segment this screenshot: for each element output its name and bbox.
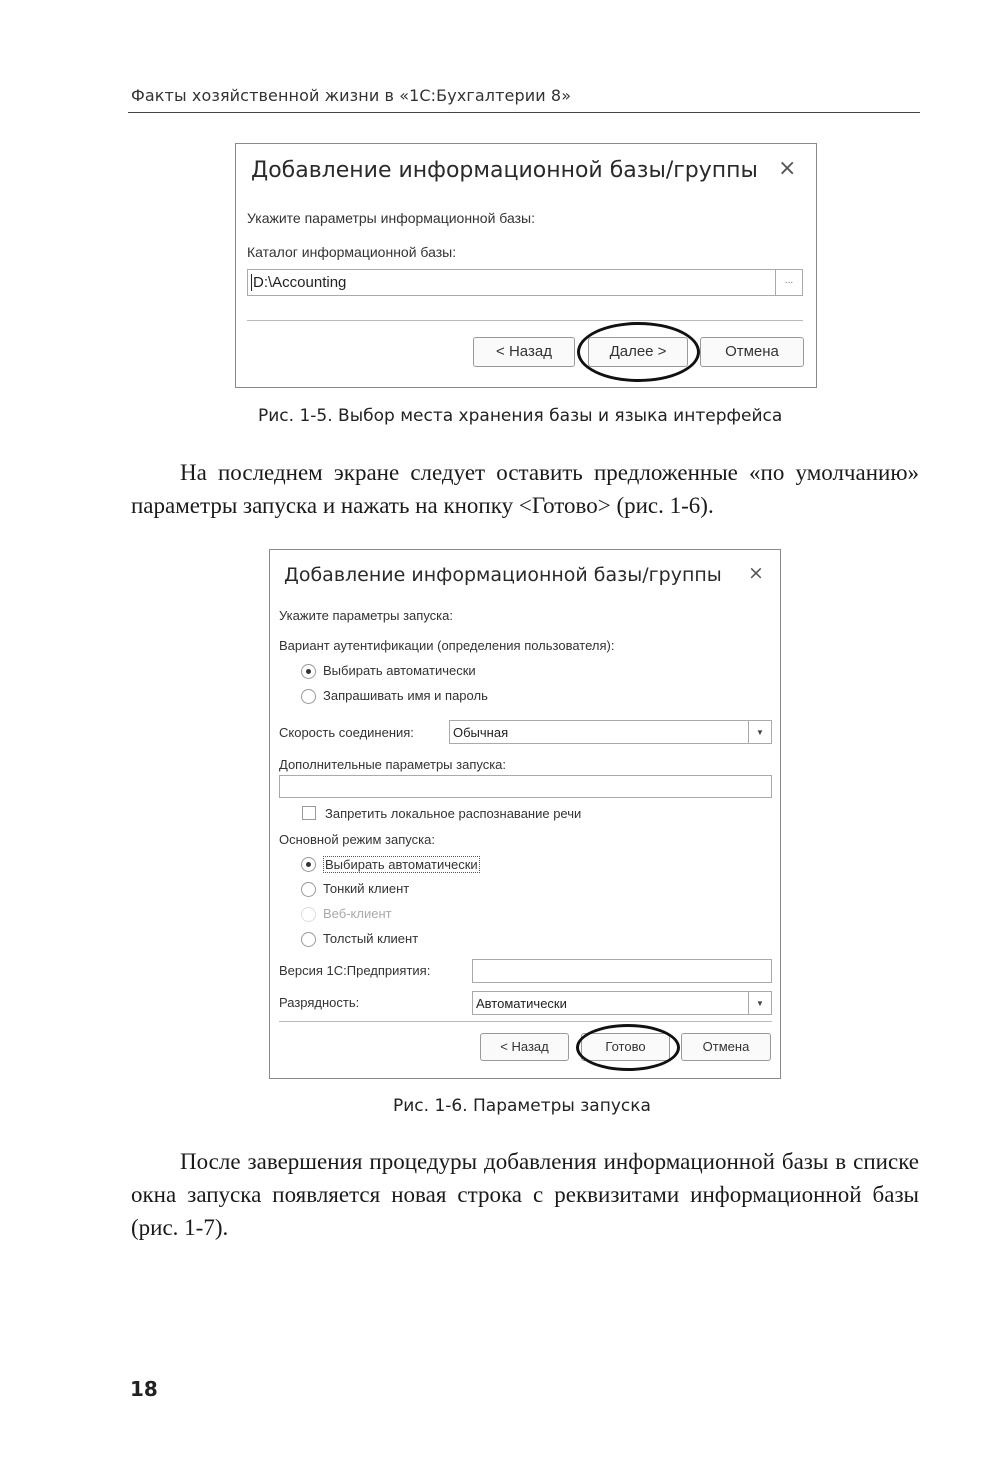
speed-select[interactable] — [449, 720, 772, 744]
catalog-input[interactable] — [247, 269, 803, 296]
close-icon[interactable]: × — [778, 156, 797, 181]
figure-1-5-caption: Рис. 1-5. Выбор места хранения базы и языка интерфейса — [258, 406, 783, 426]
mode-thin-label: Тонкий клиент — [323, 881, 410, 896]
cancel-button[interactable]: Отмена — [681, 1033, 771, 1061]
bitness-select-value: Автоматически — [476, 996, 567, 1011]
figure-1-6-caption: Рис. 1-6. Параметры запуска — [393, 1096, 651, 1116]
page-number: 18 — [130, 1377, 158, 1401]
running-head-rule — [128, 112, 920, 113]
catalog-input-value: D:\Accounting — [253, 274, 347, 291]
figure-1-5-dialog — [235, 143, 817, 388]
auth-password-radio[interactable] — [301, 689, 316, 704]
next-button[interactable]: Далее > — [588, 337, 688, 367]
dialog-separator — [279, 1021, 772, 1022]
extra-params-input[interactable] — [279, 775, 772, 798]
bitness-select[interactable] — [472, 991, 772, 1015]
speech-checkbox[interactable] — [302, 806, 316, 820]
mode-auto-radio[interactable] — [301, 857, 316, 872]
auth-auto-label: Выбирать автоматически — [323, 663, 476, 678]
cancel-button[interactable]: Отмена — [700, 337, 804, 367]
mode-thin-radio[interactable] — [301, 882, 316, 897]
chevron-down-icon[interactable]: ▼ — [748, 721, 771, 743]
speed-select-value: Обычная — [453, 725, 509, 740]
auth-auto-radio[interactable] — [301, 664, 316, 679]
auth-password-label: Запрашивать имя и пароль — [323, 688, 488, 703]
extra-params-label: Дополнительные параметры запуска: — [279, 757, 507, 772]
back-button[interactable]: < Назад — [480, 1033, 569, 1061]
speech-checkbox-label: Запретить локальное распознавание речи — [325, 806, 582, 821]
mode-thick-label: Толстый клиент — [323, 931, 419, 946]
dialog-prompt: Укажите параметры запуска: — [279, 608, 453, 623]
mode-web-radio — [301, 907, 316, 922]
version-input[interactable] — [472, 959, 772, 983]
mode-auto-label: Выбирать автоматически — [325, 857, 478, 872]
catalog-label: Каталог информационной базы: — [247, 244, 457, 260]
bitness-label: Разрядность: — [279, 995, 360, 1010]
mode-thick-radio[interactable] — [301, 932, 316, 947]
dialog-prompt: Укажите параметры информационной базы: — [247, 210, 535, 226]
paragraph-2: После завершения процедуры добавления информационной базы в списке окна запуска появляется новая строка с реквизитами информационной базы (рис. 1-7). — [131, 1149, 919, 1240]
dialog-separator — [247, 320, 803, 321]
close-icon[interactable]: × — [748, 562, 764, 584]
paragraph-1: На последнем экране следует оставить предложенные «по умолчанию» параметры запуска и нажать на кнопку <Готово> (рис. 1-6). — [131, 460, 919, 518]
version-label: Версия 1С:Предприятия: — [279, 963, 431, 978]
dialog-title: Добавление информационной базы/группы — [284, 564, 722, 586]
browse-button[interactable]: ... — [775, 270, 802, 295]
auth-label: Вариант аутентификации (определения пользователя): — [279, 638, 615, 653]
finish-button[interactable]: Готово — [581, 1033, 670, 1061]
dialog-title: Добавление информационной базы/группы — [251, 158, 758, 183]
speed-label: Скорость соединения: — [279, 725, 414, 740]
chevron-down-icon[interactable]: ▼ — [748, 992, 771, 1014]
running-head: Факты хозяйственной жизни в «1С:Бухгалтерии 8» — [131, 86, 572, 105]
figure-1-6-dialog — [269, 549, 781, 1079]
mode-label: Основной режим запуска: — [279, 832, 435, 847]
back-button[interactable]: < Назад — [473, 337, 575, 367]
mode-web-label: Веб-клиент — [323, 906, 392, 921]
